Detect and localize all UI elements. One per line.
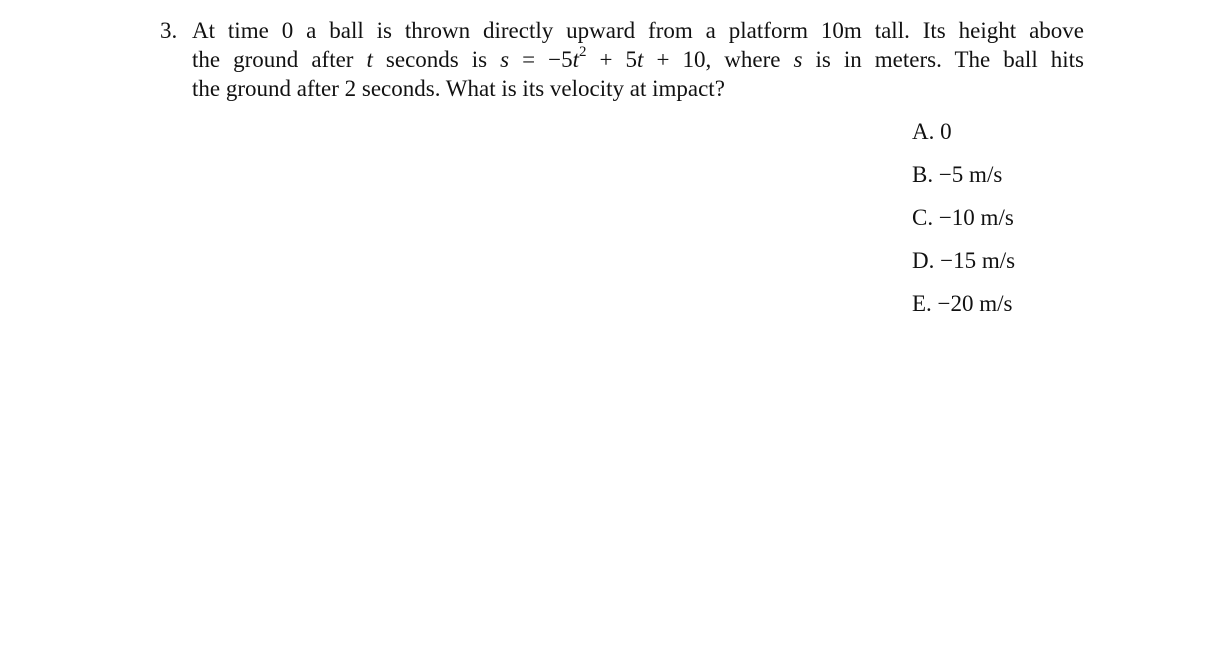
- question-number: 3.: [160, 18, 178, 43]
- choice-e: E. −20 m/s: [912, 291, 1013, 316]
- variable-s: s: [793, 47, 803, 72]
- choice-d: D. −15 m/s: [912, 248, 1016, 273]
- equation-segment: = −5: [509, 47, 573, 72]
- exponent: 2: [579, 44, 587, 61]
- answer-choices: [912, 117, 1015, 332]
- question-text-segment: seconds is: [372, 47, 501, 72]
- question-text-segment: is in meters. The ball hits: [802, 47, 1084, 72]
- question-text-segment: the ground after: [192, 47, 367, 72]
- variable-t: t: [637, 47, 644, 72]
- variable-s: s: [500, 47, 510, 72]
- question-line-1: At time 0 a ball is thrown directly upward from a platform 10m tall. Its height above: [192, 18, 1084, 43]
- equation-segment: + 5: [586, 47, 638, 72]
- question-line-2: [192, 45, 1084, 74]
- question-line-3: the ground after 2 seconds. What is its velocity at impact?: [192, 76, 725, 101]
- choice-b: B. −5 m/s: [912, 162, 1003, 187]
- variable-t: t: [572, 47, 579, 72]
- variable-t: t: [366, 47, 373, 72]
- question-text-segment: + 10, where: [643, 47, 794, 72]
- choice-c: C. −10 m/s: [912, 205, 1014, 230]
- question-text: [192, 16, 1084, 103]
- choice-a: A. 0: [912, 119, 952, 144]
